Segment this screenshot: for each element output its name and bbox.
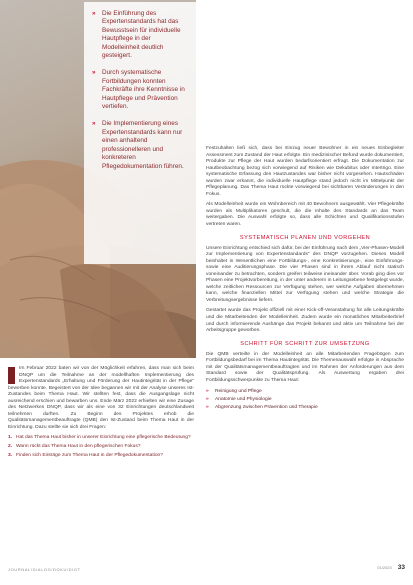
key-point-text: Die Einführung des Expertenstandards hat das Bewusstsein für individuelle Hautpflege in der Modelleinheit deutlich gesteigert. (102, 10, 181, 60)
list-item (206, 396, 404, 404)
body-paragraph: Festzuhalten ließ sich, dass bei Einzug neuer Bewohner in ein neues Einbegleiter Assessment zum Zustand der Haut erfolgte. Ein medizinischer Befund wurde dokumentiert, Produkte zur Pflege der Haut wurden bedarfsorientiert erfragt. Die Dokumentation zur Hautbeobachtung bezog sich vorwiegend auf Risiken wie Dekubitus oder Intertrigo. Eine systematische Erfassung des Hautzustandes war bisher nicht vorgesehen. Hautschäden wurden zwar erkannt, die individuelle Hautpflege stand jedoch nicht im Mittelpunkt der Pflegeplanung. Das Thema Haut rückte vorwiegend bei sichtbaren Veränderungen in den Fokus. (206, 146, 404, 197)
key-point (92, 69, 190, 111)
list-text: Hat das Thema Haut bisher in unserer Einrichtung eine pflegerische Bedeutung? (16, 435, 191, 441)
list-number: 1. (8, 435, 13, 441)
bullet-list (206, 388, 404, 411)
footer-issue: 01/2023 (377, 565, 392, 570)
question-list (8, 435, 194, 459)
double-chevron-icon: » (206, 404, 209, 410)
list-number: 2. (8, 444, 13, 450)
body-paragraph: Unsere Einrichtung entschied sich dafür, bei der Einführung nach dem „Vier-Phasen-Modell zur Implementierung von Expertenstandards“ des DNQP vorzugehen. Dieses Modell beinhaltet in Wesentlichen eine Fortbildungs-, eine Konkretisierungs-, eine Einführungs- sowie eine Auditierungsphase. Die vier Phasen sind in ihrem Ablauf nicht statisch voneinander zu betrachten, sondern greifen teilweise ineinander über. Vorab ging dies vor Phasen eine Projektvorbereitung, in der unter anderem in Leitungsebene festgelegt wurde, welche zeitlichen Ressourcen zur Verfügung stehen, wer welche Aufgaben übernehmen kann, welche finanziellen Mittel zur Verfügung stehen und welche Strategie die Verbreitungsergebnisse liefern. (206, 245, 404, 303)
footer-right (377, 564, 405, 571)
list-text: Abgrenzung zwischen Prävention und Therapie (215, 404, 318, 410)
double-chevron-icon: » (92, 69, 96, 77)
key-point (92, 120, 190, 170)
list-item (8, 435, 194, 442)
list-text: Reinigung und Pflege (215, 389, 262, 395)
list-text: Finden sich Einträge zum Thema Haut in der Pflegedokumentation? (16, 452, 163, 458)
double-chevron-icon: » (206, 389, 209, 395)
section-heading: SCHRITT FÜR SCHRITT ZUR UMSETZUNG (240, 340, 370, 347)
list-item (8, 453, 194, 460)
double-chevron-icon: » (92, 120, 96, 128)
section-heading: SYSTEMATISCH PLANEN UND VORGEHEN (239, 234, 371, 241)
list-item (206, 404, 404, 412)
key-point-text: Die Implementierung eines Expertenstandards kann nur einen anhaltend professionelleren und konkreteren Pflegedokumentation führen. (102, 120, 184, 170)
key-points-box (84, 2, 196, 264)
list-number: 3. (8, 452, 13, 458)
dropcap-bar (8, 367, 15, 384)
double-chevron-icon: » (92, 10, 96, 17)
body-paragraph: Gestartet wurde das Projekt offiziell mit einer Kick-off-Veranstaltung für alle Leitungskräfte und die Mitarbeitenden der Modelleinheit. Zudem wurde ein monatliches Mitarbeiterbrief und durch informierende Aushänge das Projekt bekannt und aktiv um Teilnahme bei der Arbeitsgruppe geworben. (206, 308, 404, 334)
left-column (8, 366, 194, 461)
right-column (206, 146, 404, 411)
footer-journal-name: JOURNAL/DIALOG/DOKU/DIGT (8, 567, 81, 572)
key-point-text: Durch systematische Fortbildungen konnten Fachkräfte ihre Kenntnisse in Hautpflege und Prävention vertiefen. (102, 69, 185, 111)
body-paragraph: Die QMB verteilte in der Modelleinheit an alle Mitarbeitenden Fragebögen zum Fortbildungsbedarf bei im Thema Hautintegrität. Die Themenauswahl erfolgte in Absprache mit der Qualitätsmanagementbeauftragten und im Rahmen der Anforderungen aus dem Standard sowie der Qualitätsprüfung. Als Auswertung ergaben drei Fortbildungsschwerpunkte zu Thema Haut: (206, 351, 404, 383)
list-text: Wann rückt das Thema Haut in den pflegerischen Fokus? (16, 444, 141, 450)
list-item (206, 388, 404, 396)
key-point (92, 10, 190, 60)
list-item (8, 444, 194, 451)
list-text: Anatomie und Physiologie (215, 397, 272, 402)
double-chevron-icon: » (206, 397, 209, 402)
page-number: 33 (397, 564, 405, 571)
body-paragraph: Als Modelleinheit wurde ein Wohnbereich mit 40 Bewohnern ausgewählt. Vier Pflegekräfte wurden als Multiplikatoren geschult, die die Inhalte des Standards an das Team weitergaben. Die Auswahl erfolgte so, dass alle Schichten und Qualifikationsstufen vertreten waren. (206, 202, 404, 228)
body-paragraph: Im Februar 2022 baten wir von der Möglichkeit erfahren, dass man sich beim DNQP um die Teilnahme an der modellhaften Implementierung des Expertenstandards „Erhaltung und Förderung der Hautintegrität in der Pflege“ bewerben konnte. Begeistert von der Idee begannen wir mit der Analyse unseres Ist-Zustandes beim Thema Haut. Wir stellten fest, dass die Ausgangslage nicht ausreichend erschien und bewarben uns. Ende März 2022 erhielten wir eine Zusage des Netzwerkes DNQP, dass wir als eine von 32 Einrichtungen deutschlandweit teilnehmen durften. Zu Beginn des Projektes erhob die Qualitätsmanagementbeauftragte (QMB) den Ist-Zustand beim Thema Haut in der Einrichtung. Dazu stellte sie sich drei Fragen: (8, 366, 194, 430)
